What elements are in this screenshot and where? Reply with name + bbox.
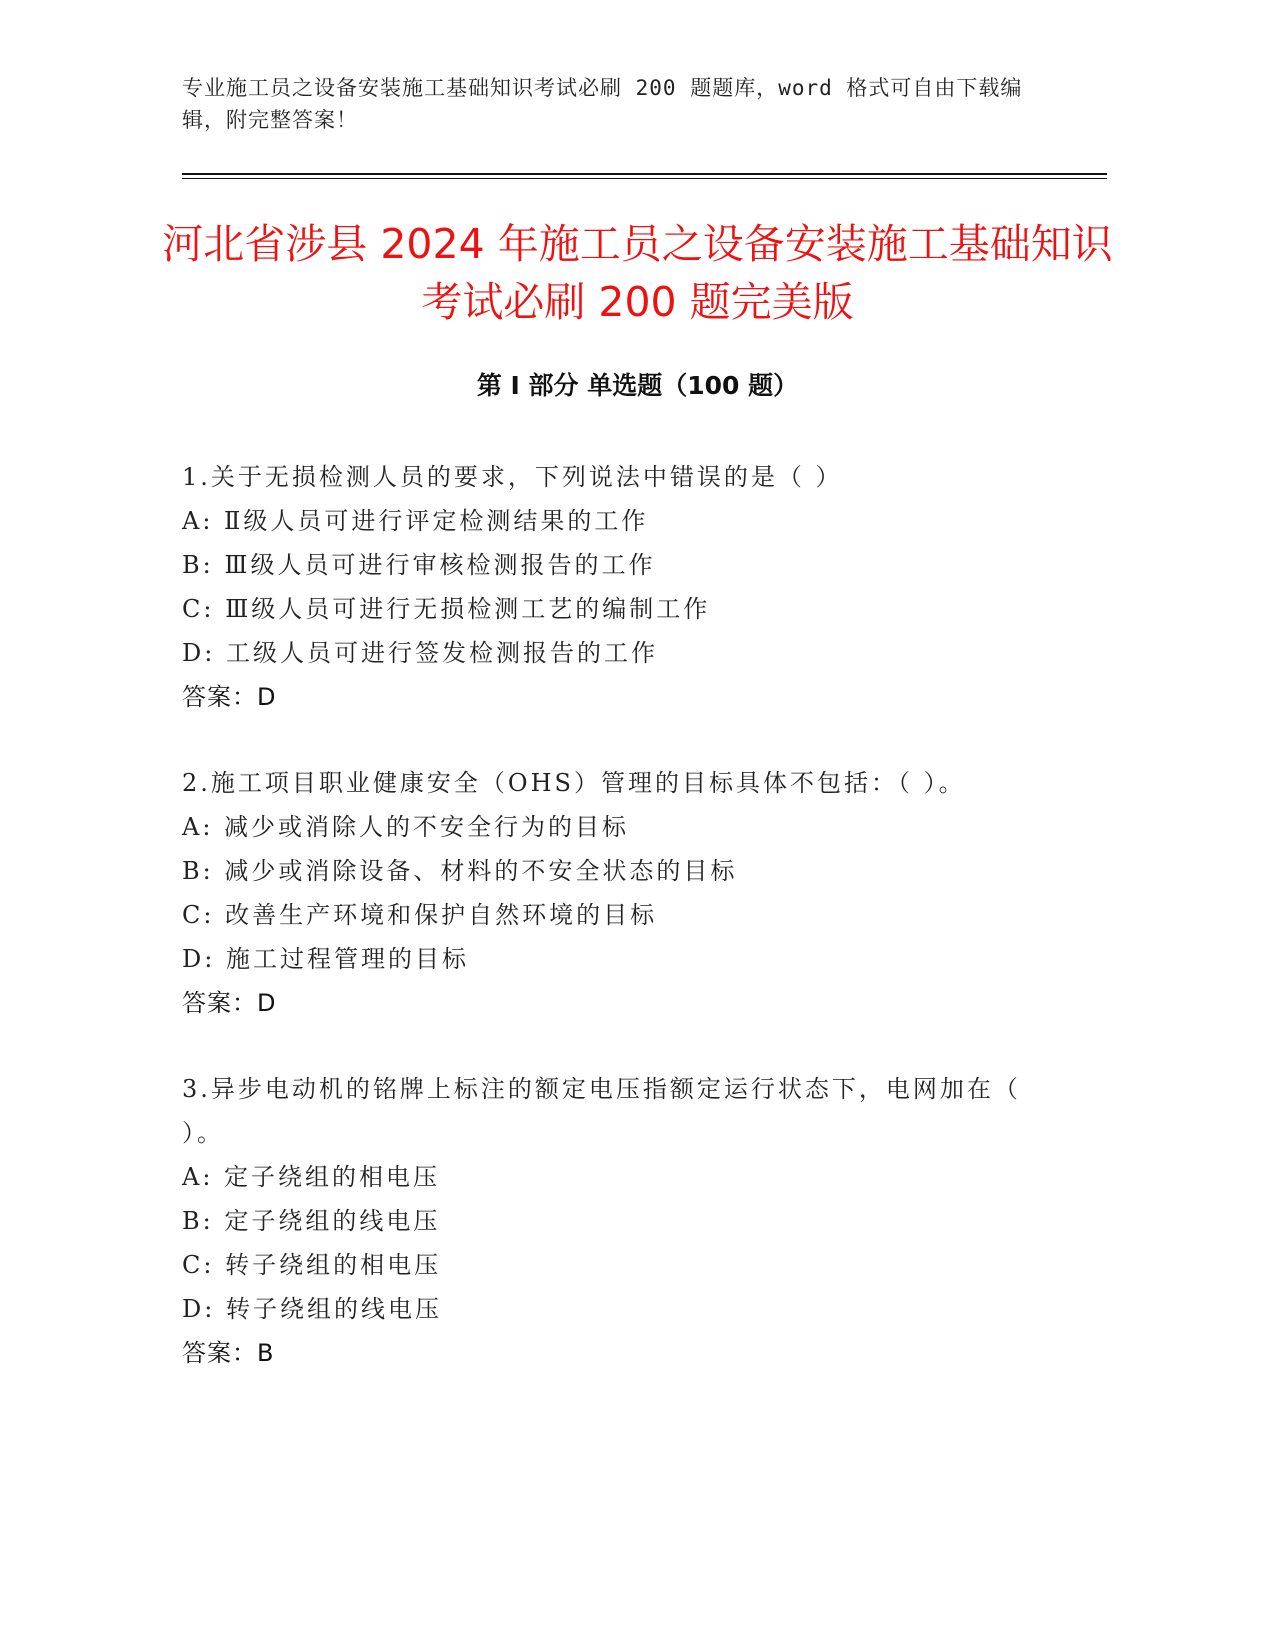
- option-a: A: Ⅱ级人员可进行评定检测结果的工作: [182, 507, 649, 535]
- option-b: B: 减少或消除设备、材料的不安全状态的目标: [182, 857, 738, 885]
- header-divider-thick: [182, 173, 1107, 175]
- option-c: C: 改善生产环境和保护自然环境的目标: [182, 901, 658, 929]
- document-title: 河北省涉县 2024 年施工员之设备安装施工基础知识考试必刷 200 题完美版: [162, 220, 1113, 326]
- option-b: B: Ⅲ级人员可进行审核检测报告的工作: [182, 551, 656, 579]
- option-b: B: 定子绕组的线电压: [182, 1207, 441, 1235]
- question-3: [182, 1067, 1062, 1375]
- question-stem: 3.异步电动机的铭牌上标注的额定电压指额定运行状态下，电网加在（ ）。: [182, 1075, 1021, 1147]
- answer-line: 答案：D: [182, 683, 277, 711]
- answer-line: 答案：D: [182, 989, 277, 1017]
- option-c: C: 转子绕组的相电压: [182, 1251, 442, 1279]
- option-a: A: 减少或消除人的不安全行为的目标: [182, 813, 630, 841]
- option-c: C: Ⅲ级人员可进行无损检测工艺的编制工作: [182, 595, 711, 623]
- question-1: [182, 455, 1062, 719]
- question-2: [182, 761, 1062, 1025]
- question-list: [182, 455, 1062, 1417]
- option-a: A: 定子绕组的相电压: [182, 1163, 441, 1191]
- option-d: D: 转子绕组的线电压: [182, 1295, 442, 1323]
- question-stem: 1.关于无损检测人员的要求，下列说法中错误的是（ ）: [182, 463, 843, 491]
- question-stem: 2.施工项目职业健康安全（OHS）管理的目标具体不包括：（ ）。: [182, 769, 966, 797]
- answer-line: 答案：B: [182, 1339, 275, 1367]
- section-heading: 第 I 部分 单选题（100 题）: [476, 371, 799, 400]
- header-divider-thin: [182, 178, 1107, 179]
- option-d: D: 工级人员可进行签发检测报告的工作: [182, 639, 658, 667]
- option-d: D: 施工过程管理的目标: [182, 945, 469, 973]
- header-note: 专业施工员之设备安装施工基础知识考试必刷 200 题题库，word 格式可自由下载编辑，附完整答案！: [182, 76, 1023, 132]
